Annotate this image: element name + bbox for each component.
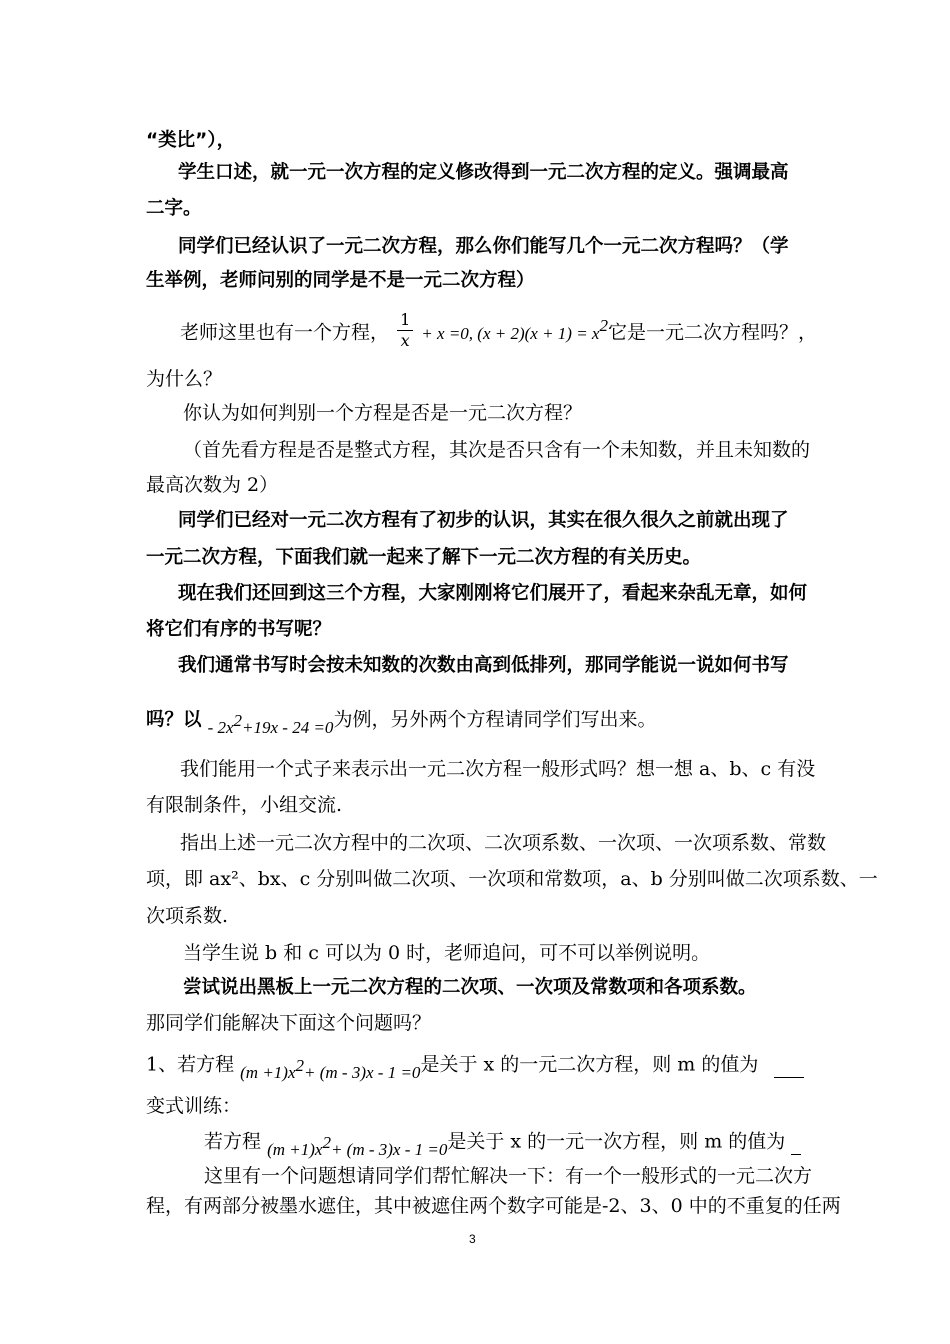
text-segment: 是关于 x 的一元二次方程，则 m 的值为 [420,1053,759,1076]
math-superscript: 2 [322,1133,331,1152]
text-line: 我们能用一个式子来表示出一元二次方程一般形式吗？想一想 a、b、c 有没 [180,758,816,780]
math-expression: - 2x [207,718,234,738]
text-segment: 是关于 x 的一元一次方程，则 m 的值为 [447,1130,786,1153]
answer-blank [774,1059,804,1078]
equation-line [146,700,657,738]
text-line: 项，即 ax²、bx、c 分别叫做二次项、一次项和常数项，a、b 分别叫做二次项系数、一 [146,868,878,890]
page-number: 3 [469,1232,476,1246]
text-line: 同学们已经对一元二次方程有了初步的认识，其实在很久很久之前就出现了 [178,510,789,531]
math-expression: +19x - 24 =0 [242,718,334,738]
text-line: 当学生说 b 和 c 可以为 0 时，老师追问，可不可以举例说明。 [183,942,711,964]
text-line: 有限制条件，小组交流. [146,794,343,816]
text-line: 这里有一个问题想请同学们帮忙解决一下：有一个一般形式的一元二次方 [204,1165,813,1187]
equation-line [180,310,817,354]
math-expression: + x =0, (x + 2)(x + 1) = x [421,323,600,343]
math-superscript: 2 [233,711,243,730]
fraction [397,310,413,351]
text-segment: 它是一元二次方程吗？， [607,321,817,344]
text-line: 变式训练： [146,1095,242,1117]
math-superscript: 2 [295,1056,305,1075]
text-line: 生举例，老师问别的同学是不是一元二次方程） [146,270,535,291]
text-line: 二字。 [146,198,202,219]
text-line: 为什么？ [146,368,223,390]
text-line: 次项系数. [146,905,229,927]
fraction-numerator: 1 [397,310,413,331]
math-expression: (m +1)x [240,1063,296,1083]
text-line: （首先看方程是否是整式方程，其次是否只含有一个未知数，并且未知数的 [183,439,811,461]
text-segment: 吗？以 [146,709,202,731]
math-superscript: 2 [599,316,608,336]
equation-line [204,1122,801,1160]
text-line: 最高次数为 2） [146,474,279,496]
equation-line [146,1045,804,1083]
fraction-denominator: x [400,331,410,350]
text-line: 学生口述，就一元一次方程的定义修改得到一元二次方程的定义。强调最高 [178,162,789,183]
text-line: 尝试说出黑板上一元二次方程的二次项、一次项及常数项和各项系数。 [183,977,757,998]
text-line: “类比”）， [146,130,236,151]
math-expression: + (m - 3)x - 1 =0 [330,1140,448,1160]
text-line: 你认为如何判别一个方程是否是一元二次方程？ [183,402,583,424]
text-line: 将它们有序的书写呢？ [146,619,332,640]
text-segment: 若方程 [204,1130,262,1153]
math-expression: (m +1)x [267,1140,323,1160]
text-line: 那同学们能解决下面这个问题吗？ [146,1012,432,1034]
text-line: 指出上述一元二次方程中的二次项、二次项系数、一次项、一次项系数、常数 [180,832,827,854]
text-line: 程，有两部分被墨水遮住，其中被遮住两个数字可能是-2、3、0 中的不重复的任两 [146,1195,841,1217]
text-line: 我们通常书写时会按未知数的次数由高到低排列，那同学能说一说如何书写 [178,655,789,676]
text-line: 一元二次方程，下面我们就一起来了解下一元二次方程的有关历史。 [146,547,702,568]
text-segment: 1、若方程 [146,1053,235,1076]
answer-blank [791,1136,801,1155]
math-expression: + (m - 3)x - 1 =0 [304,1063,421,1083]
text-segment: 为例，另外两个方程请同学们写出来。 [333,708,657,731]
text-line: 现在我们还回到这三个方程，大家刚刚将它们展开了，看起来杂乱无章，如何 [178,583,808,604]
text-line: 同学们已经认识了一元二次方程，那么你们能写几个一元二次方程吗？（学 [178,236,789,257]
text-segment: 老师这里也有一个方程， [180,321,390,344]
